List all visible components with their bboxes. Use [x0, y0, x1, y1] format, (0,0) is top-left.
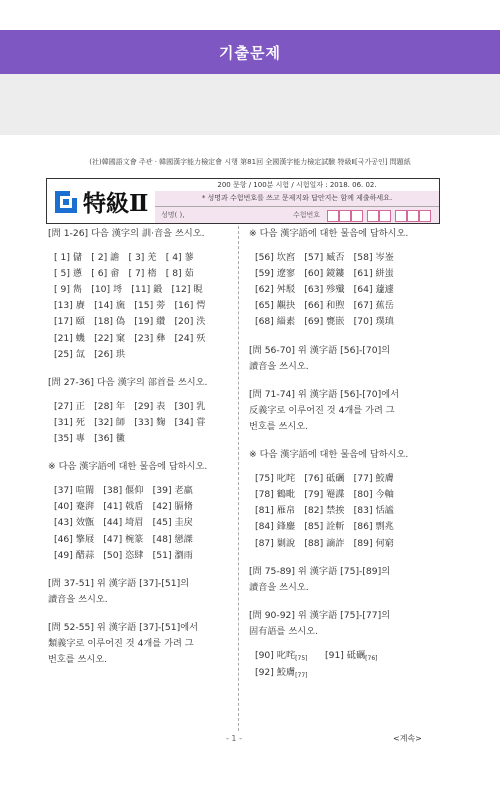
note-instruction: ※ 다음 漢字語에 대한 물음에 답하시오.: [249, 449, 409, 461]
grid-row: [84] 鋒鏖 [85] 詮斬 [86] 剽兆: [255, 521, 394, 533]
question-71-74-cont2: 번호를 쓰시오.: [249, 420, 309, 432]
hanja-grid-5: [249, 471, 435, 551]
grid-row: [ 5] 懣 [ 6] 畲 [ 7] 楕 [ 8] 茹: [54, 268, 194, 280]
question-52-55-cont: 類義字로 이루어진 것 4개를 가려 그: [48, 637, 194, 649]
note-instruction: ※ 다음 漢字語에 대한 물음에 답하시오.: [249, 228, 409, 239]
question-90-92: [問 90-92] 위 漢字語 [75]-[77]의: [249, 609, 391, 621]
grid-row: [49] 醋蒜 [50] 恣肆 [51] 瀏雨: [54, 549, 193, 561]
question-75-89-cont: 讀音을 쓰시오.: [249, 581, 309, 593]
grid-row: [75] 叱咤 [76] 砥礪 [77] 鮫膚: [255, 473, 394, 485]
app-bar: [0, 30, 500, 74]
grid-row: [68] 緇素 [69] 甕嵌 [70] 璞瑱: [255, 316, 394, 328]
question-56-70-cont: 讀音을 쓰시오.: [249, 360, 309, 372]
question-90-92-cont: 固有語를 쓰시오.: [249, 625, 318, 637]
hanja-grid-1: [48, 250, 232, 363]
grid-row: [81] 雁帛 [82] 禁挨 [83] 恬謐: [255, 505, 394, 517]
number-box: [407, 210, 419, 222]
number-box: [395, 210, 407, 222]
grid-row: [25] 氙 [26] 珙: [54, 348, 126, 360]
grid-row: [ 9] 雋 [10] 埓 [11] 鍛 [12] 睍: [54, 284, 203, 296]
exam-instruction: * 성명과 수험번호를 쓰고 문제지와 답안지는 함께 제출하세요.: [155, 191, 439, 207]
question-27-36: [問 27-36] 다음 漢字의 部首를 쓰시오.: [48, 376, 208, 388]
note-instruction: ※ 다음 漢字語에 대한 물음에 답하시오.: [48, 461, 208, 473]
answer-items: [249, 648, 435, 682]
grid-row: [ 1] 儲 [ 2] 譫 [ 3] 羌 [ 4] 蓼: [54, 252, 194, 264]
grid-row: [87] 剿說 [88] 謫詐 [89] 何窮: [255, 537, 394, 549]
number-box: [367, 210, 379, 222]
ref-75: [75]: [295, 654, 308, 662]
number-box: [379, 210, 391, 222]
grid-row: [13] 賡 [14] 旒 [15] 蒡 [16] 愕: [54, 300, 206, 312]
question-56-70: [問 56-70] 위 漢字語 [56]-[70]의: [249, 344, 391, 356]
item-90: [90] 叱咤: [255, 649, 296, 661]
question-37-51: [問 37-51] 위 漢字語 [37]-[51]의: [48, 577, 190, 589]
question-52-55: [問 52-55] 위 漢字語 [37]-[51]에서: [48, 621, 198, 633]
continue-label: <계속>: [393, 734, 422, 743]
exam-info-line: 200 문항 / 100분 시험 / 시험일자 : 2018. 06. 02.: [155, 179, 439, 192]
app-bar-title: 기출문제: [219, 43, 281, 62]
column-divider: [238, 226, 239, 731]
question-52-55-cont2: 번호를 쓰시오.: [48, 654, 108, 666]
question-71-74-cont: 反義字로 이루어진 것 4개를 가려 그: [249, 404, 395, 416]
exam-logo: [51, 185, 161, 217]
grid-row: [56] 坎窞 [57] 臧否 [58] 岑崟: [255, 252, 394, 264]
grid-row: [27] 正 [28] 年 [29] 表 [30] 乳: [54, 400, 206, 412]
grid-row: [78] 鶴毗 [79] 罨諜 [80] 今軸: [255, 489, 394, 501]
exam-title-box: [46, 178, 440, 224]
question-1-26: [問 1-26] 다음 漢字의 訓·音을 쓰시오.: [48, 228, 205, 239]
ref-76: [76]: [365, 654, 378, 662]
page-number: - 1 -: [226, 734, 242, 743]
right-column: [249, 226, 435, 682]
item-91: [91] 砥礪: [325, 649, 366, 661]
number-box: [351, 210, 363, 222]
grid-row: [37] 喧閙 [38] 偃仰 [39] 老羸: [54, 485, 193, 497]
name-number-row: [155, 207, 439, 223]
question-37-51-cont: 讀音을 쓰시오.: [48, 593, 108, 605]
grid-row: [31] 死 [32] 師 [33] 麴 [34] 甞: [54, 416, 206, 428]
name-field-label: 성명( ),: [161, 211, 185, 219]
item-92: [92] 鮫膚: [255, 667, 296, 679]
question-75-89: [問 75-89] 위 漢字語 [75]-[89]의: [249, 565, 391, 577]
number-box: [339, 210, 351, 222]
ref-77: [77]: [295, 672, 308, 680]
question-71-74: [問 71-74] 위 漢字語 [56]-[70]에서: [249, 388, 399, 400]
grid-row: [17] 頤 [18] 偽 [19] 纘 [20] 泆: [54, 316, 206, 328]
number-box: [327, 210, 339, 222]
grid-row: [21] 蟣 [22] 窠 [23] 彝 [24] 殀: [54, 332, 206, 344]
number-box: [419, 210, 431, 222]
exam-grade-title: 特級Ⅱ: [83, 190, 149, 217]
grid-row: [65] 覯抉 [66] 和煦 [67] 蕉岳: [255, 300, 394, 312]
status-bar: [0, 0, 500, 30]
grid-row: [59] 遼寥 [60] 鏡鏤 [61] 絣蚩: [255, 268, 394, 280]
hanja-grid-2: [48, 399, 232, 447]
grid-row: [40] 蹇湃 [41] 戟盾 [42] 膈脩: [54, 501, 193, 513]
grid-row: [43] 效甑 [44] 埼眉 [45] 圭戾: [54, 517, 193, 529]
grid-row: [46] 擎屐 [47] 椀篆 [48] 戀謋: [54, 533, 193, 545]
answer-row: [255, 665, 435, 682]
exam-info-panel: [155, 179, 439, 223]
answer-row: [255, 648, 435, 665]
kor-language-logo-icon: [53, 189, 79, 215]
left-column: [48, 226, 232, 668]
hanja-grid-4: [249, 250, 435, 330]
hanja-grid-3: [48, 483, 232, 563]
exam-header-line: (社)韓國語文會 주관 · 韓國漢字能力檢定會 시행 第81回 全國漢字能力檢定試驗 特級Ⅱ[국가공인] 問題紙: [89, 158, 411, 166]
grid-row: [62] 舛駁 [63] 殄殲 [64] 蘧遽: [255, 284, 394, 296]
grid-row: [35] 專 [36] 黴: [54, 433, 126, 445]
number-field-label: 수험번호: [293, 211, 321, 219]
